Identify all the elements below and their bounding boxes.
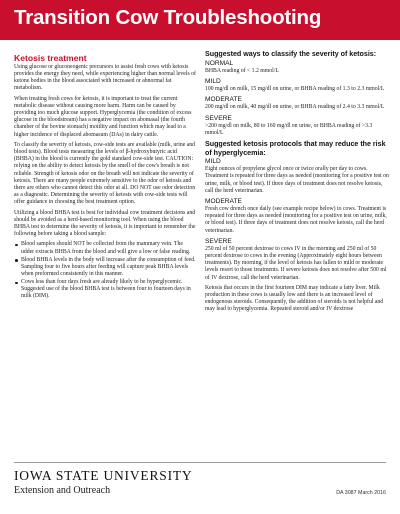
level-moderate-text: 200 mg/dl on milk, 40 mg/dl on urine, or BHBA reading of 2.4 to 3.3 mmol/L [205,104,385,111]
paragraph-bhba-test: Utilizing a blood BHBA test is best for individual cow treatment decisions and should be avoided as a herd-based monitoring tool. When using the blood BHBA test to determine the severity of ketosis, it is important to remember the following before taking a blood sample: [14,209,196,237]
footer [14,468,386,508]
right-column [205,50,391,317]
protocol-mild-label: MILD [205,158,221,166]
protocol-moderate-label: MODERATE [205,198,242,206]
paragraph-hyperglycemia: When treating fresh cows for ketosis, it is important to treat the current metabolic disease without causing more harm. Harm can be caused by providing too much glucose support. Hyperglycemia (the condition of excess glucose in the bloodstream) has a negative impact on abomasal (the fourth chamber of the bovine stomach) motility and function which may lead to a higher incidence of displaced abomasum (DAs) in dairy cattle. [14,95,192,138]
ketosis-treatment-heading: Ketosis treatment [14,53,87,63]
extension-text: Extension and Outreach [14,485,111,496]
title-banner [0,0,400,40]
level-normal-text: BHBA reading of < 1.2 mmol/L [205,67,279,74]
protocols-heading: Suggested ketosis protocols that may reduce the risk of hyperglycemia: [205,140,386,157]
protocol-severe-label: SEVERE [205,237,232,245]
protocol-severe-text: 250 ml of 50 percent dextrose to cows IV in the morning and 250 ml of 50 percent dextrose to cows in the evening (Approximately eight hours between treatments). By morning, if the level of ketosis has fallen to mild or moderate levels resort to those treatments. If severe ketosis does not resolve after 500 ml of IV dextrose, call the herd veterinarian. [205,245,387,281]
list-item: Blood BHBA levels in the body will increase after the consumption of feed. Sampling four to five hours after feeding will capture peak BHBA levels when preformed consistently in this manner. [14,257,196,278]
level-severe-text: >200 mg/dl on milk, 80 to 160 mg/dl on urine, or BHBA reading of >3.3 mmol/L [205,122,373,136]
level-mild-text: 100 mg/dl on milk, 15 mg/dl on urine, or BHBA reading of 1.3 to 2.3 mmol/L [205,85,385,92]
level-normal-label: NORMAL [205,59,234,67]
paragraph-intro: Using glucose or gluconeogenic precursors to assist fresh cows with ketosis provides the energy they need, while experiencing higher than normal levels of ketone bodies in the blood associated with increased or abnormal fat metabolism. [14,64,196,92]
footer-divider [14,462,386,463]
university-logo-text: IOWA STATE UNIVERSITY [14,468,193,483]
classify-severity-heading: Suggested ways to classify the severity of ketosis: [205,50,377,58]
bhba-bullet-list [14,241,196,300]
level-mild-label: MILD [205,77,221,85]
list-item: Blood samples should NOT be collected from the mammary vein. The udder extracts BHBA from the blood and will give a low or false reading. [14,241,196,255]
paragraph-fatty-liver: Ketosis that occurs in the first fourteen DIM may indicate a fatty liver. Milk production in these cows is usually low and there is an increased level of endogenous steroids. Consequently, the addition of steroids is not helpful and may lead to hyperglycemia. Repeated steroid and/or IV dextrose [205,284,384,313]
paragraph-classify: To classify the severity of ketosis, cow-side tests are available (milk, urine and blood tests). Blood tests measuring the levels of β-hydroxybutyric acid (BHBA) in the blood is currently the gold standard cow-side test. CAUTION: relying on the ability to detect ketosis by the smell of the cow's breath is not reliable. Strength of ketosis odor on the breath will not indicate the severity of ketosis. There are many people extremely sensitive to the odor of ketosis and there are others who cannot detect this odor at all. DO NOT use odor detection as a diagnostic. Determining the severity of ketosis with cow-side tests will offer guidance in choosing the best treatment option. [14,141,196,206]
protocol-mild-text: Eight ounces of propylene glycol once or twice orally per day to cows. Treatment is repeated for three days as needed (monitoring for a positive test on urine, milk, or blood test). If three days of treatment does not resolve ketosis, call the herd veterinarian. [205,166,389,194]
level-severe-label: SEVERE [205,114,232,122]
list-item: Cows less than four days fresh are already likely to be hyperglycemic. Suggested use of the blood BHBA test is between four to fourteen days in milk (DIM). [14,279,196,300]
level-moderate-label: MODERATE [205,96,242,104]
page-title: Transition Cow Troubleshooting [14,6,322,29]
protocol-moderate-text: Fresh cow drench once daily (see example recipe below) to cows. Treatment is repeated for three days as needed (monitoring for a positive test on urine, milk, or blood test). If three days of treatment does not resolve ketosis, call the herd veterinarian. [205,206,387,234]
document-id: DA 3087 March 2016 [336,490,386,496]
left-column [14,53,196,302]
